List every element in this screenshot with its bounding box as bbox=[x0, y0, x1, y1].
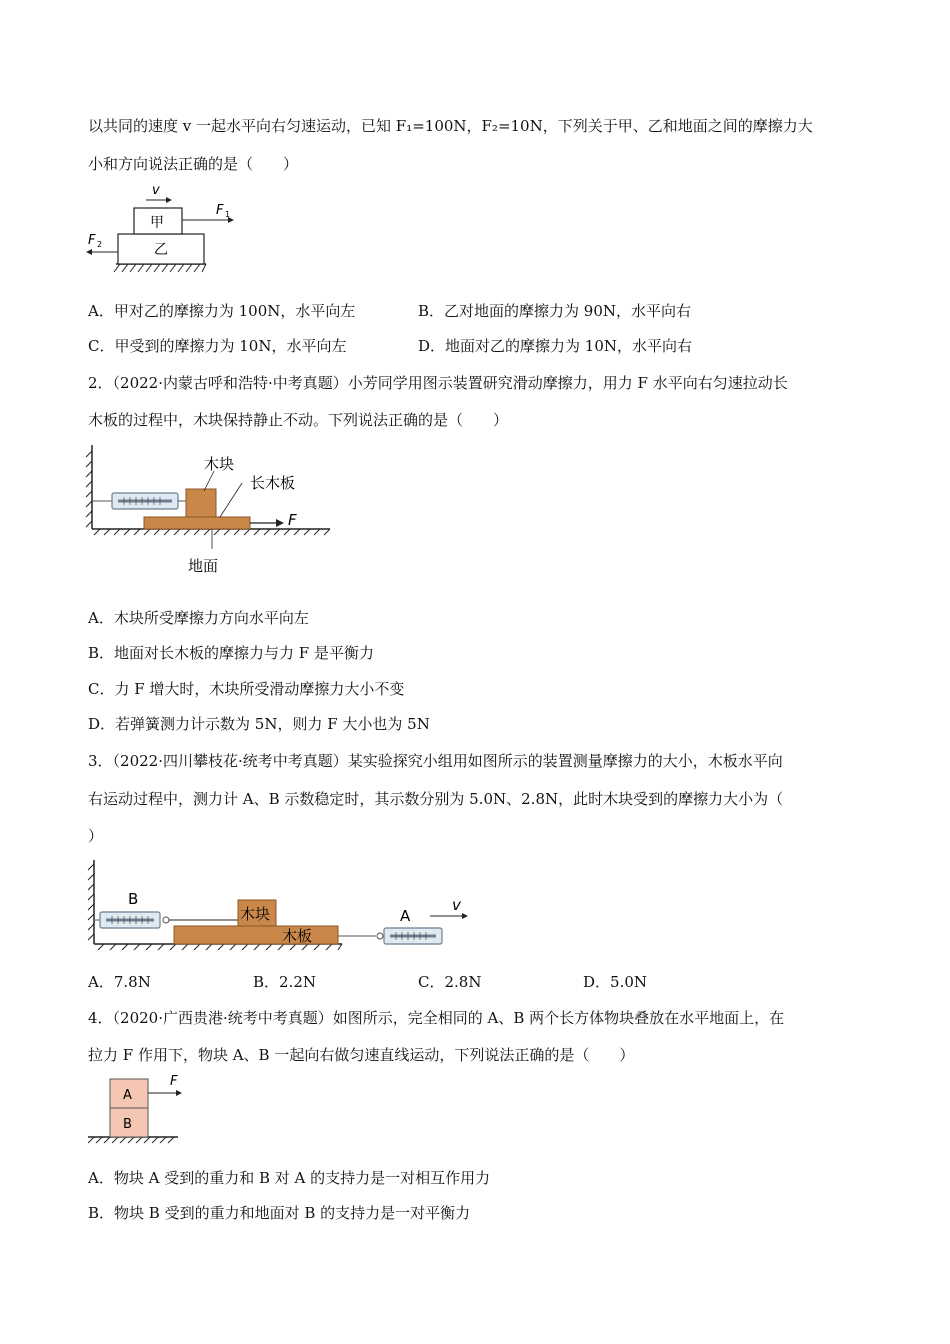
q2-stem-line2: 木板的过程中，木块保持静止不动。下列说法正确的是（ ） bbox=[88, 411, 509, 429]
q1-fig-f1: F bbox=[216, 203, 224, 218]
q2-fig-ground: 地面 bbox=[188, 557, 219, 575]
q1-option-d: D．地面对乙的摩擦力为 10N，水平向右 bbox=[418, 337, 693, 355]
q3-fig-board: 木板 bbox=[282, 927, 313, 945]
q1-stem-line1: 以共同的速度 v 一起水平向右匀速运动，已知 F₁=100N，F₂=10N，下列关于甲、乙和地面之间的摩擦力大 bbox=[88, 117, 813, 135]
q3-option-b: B．2.2N bbox=[253, 973, 317, 991]
q3-fig-a: A bbox=[400, 907, 411, 925]
q2-fig-force: F bbox=[288, 511, 297, 529]
q2-option-d: D．若弹簧测力计示数为 5N，则力 F 大小也为 5N bbox=[88, 715, 430, 733]
q1-fig-f2-sub: 2 bbox=[97, 240, 103, 249]
q1-fig-bottom: 乙 bbox=[154, 242, 168, 258]
q2-figure bbox=[84, 445, 334, 575]
q3-option-d: D．5.0N bbox=[583, 973, 648, 991]
q4-option-a: A．物块 A 受到的重力和 B 对 A 的支持力是一对相互作用力 bbox=[88, 1169, 491, 1187]
q3-fig-v: v bbox=[452, 896, 461, 914]
q3-stem-line3: ） bbox=[88, 827, 104, 845]
q4-option-b: B．物块 B 受到的重力和地面对 B 的支持力是一对平衡力 bbox=[88, 1204, 471, 1222]
q1-fig-v: v bbox=[152, 183, 160, 198]
q3-fig-block: 木块 bbox=[240, 905, 271, 923]
q4-stem-line1: 4．（2020·广西贵港·统考中考真题）如图所示，完全相同的 A、B 两个长方体物块叠放在水平地面上，在 bbox=[88, 1009, 785, 1027]
q4-stem-line2: 拉力 F 作用下，物块 A、B 一起向右做匀速直线运动，下列说法正确的是（ ） bbox=[88, 1046, 635, 1064]
q3-stem-line1: 3．（2022·四川攀枝花·统考中考真题）某实验探究小组用如图所示的装置测量摩擦力的大小，木板水平向 bbox=[88, 752, 783, 770]
q3-stem-line2: 右运动过程中，测力计 A、B 示数稳定时，其示数分别为 5.0N、2.8N，此时木块受到的摩擦力大小为（ bbox=[88, 790, 784, 808]
q4-fig-b: B bbox=[123, 1117, 132, 1132]
q1-fig-f2: F bbox=[88, 233, 96, 248]
q1-figure bbox=[86, 180, 231, 275]
q2-fig-board: 长木板 bbox=[250, 474, 296, 492]
q3-option-c: C．2.8N bbox=[418, 973, 482, 991]
q2-option-c: C．力 F 增大时，木块所受滑动摩擦力大小不变 bbox=[88, 680, 405, 698]
q1-option-c: C．甲受到的摩擦力为 10N，水平向左 bbox=[88, 337, 347, 355]
q1-option-a: A．甲对乙的摩擦力为 100N，水平向左 bbox=[88, 302, 356, 320]
q2-stem-line1: 2．（2022·内蒙古呼和浩特·中考真题）小芳同学用图示装置研究滑动摩擦力，用力 F 水平向右匀速拉动长 bbox=[88, 374, 788, 392]
q4-fig-force: F bbox=[170, 1074, 178, 1089]
q3-fig-b: B bbox=[128, 890, 139, 908]
q2-fig-block: 木块 bbox=[204, 455, 235, 473]
q2-option-b: B．地面对长木板的摩擦力与力 F 是平衡力 bbox=[88, 644, 374, 662]
q1-fig-f1-sub: 1 bbox=[225, 210, 231, 219]
q2-option-a: A．木块所受摩擦力方向水平向左 bbox=[88, 609, 309, 627]
q4-figure bbox=[86, 1075, 186, 1150]
q3-figure bbox=[86, 858, 476, 958]
q1-fig-top: 甲 bbox=[150, 215, 164, 231]
q4-fig-a: A bbox=[123, 1088, 132, 1103]
q1-stem-line2: 小和方向说法正确的是（ ） bbox=[88, 155, 299, 173]
q3-option-a: A．7.8N bbox=[88, 973, 151, 991]
q1-option-b: B．乙对地面的摩擦力为 90N，水平向右 bbox=[418, 302, 692, 320]
